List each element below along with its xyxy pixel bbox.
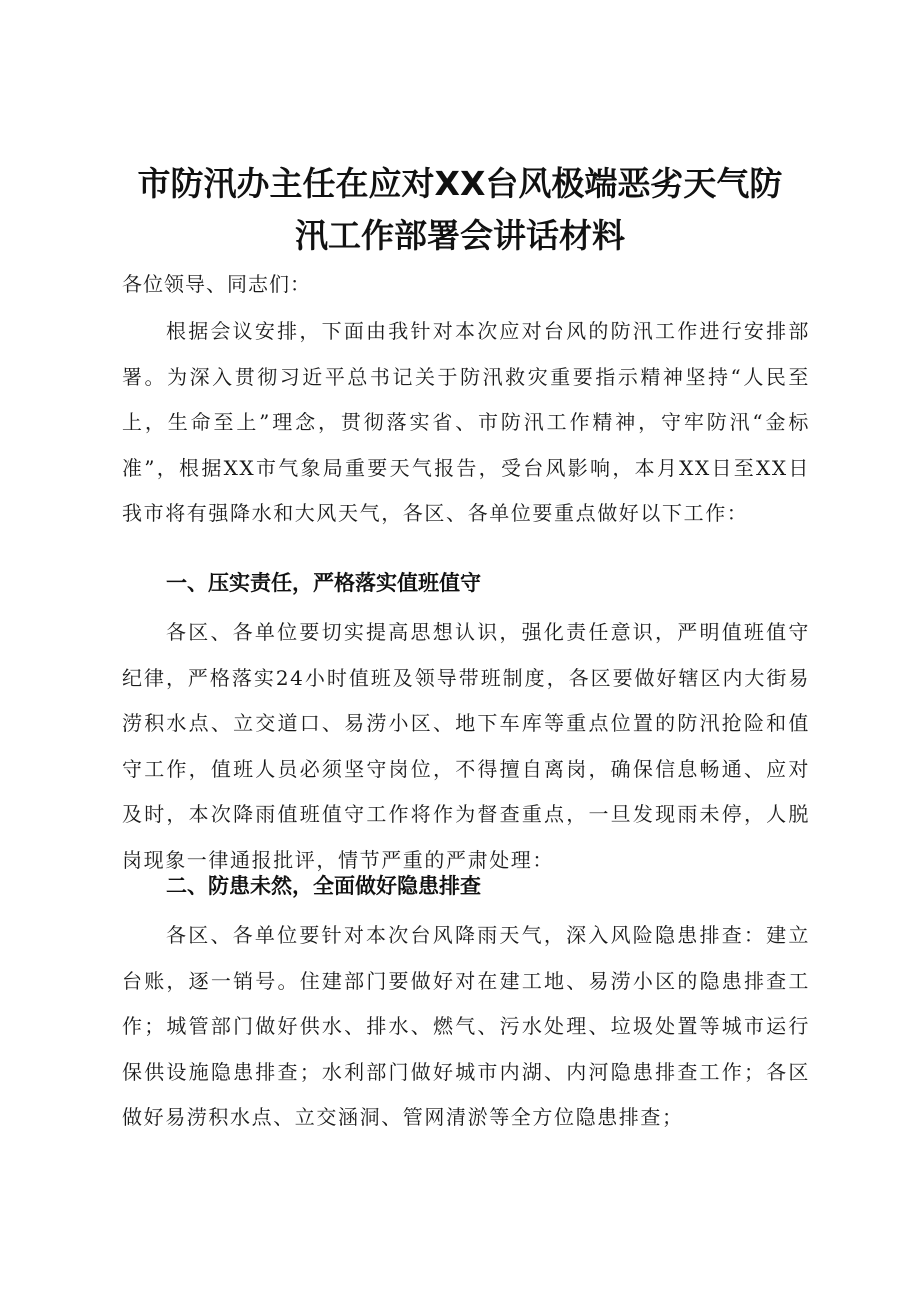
section-heading-1: 一、压实责任，严格落实值班值守	[166, 571, 481, 595]
section-body-1: 各区、各单位要切实提高思想认识，强化责任意识，严明值班值守纪律，严格落实24小时值班及领导带班制度，各区要做好辖区内大街易涝积水点、立交道口、易涝小区、地下车库等重点位置的防汛抢险和值守工作，值班人员必须坚守岗位，不得擅自离岗，确保信息畅通、应对及时，本次降雨值班值守工作将作为督查重点，一旦发现雨未停，人脱岗现象一律通报批评，情节严重的严肃处理：	[122, 620, 810, 872]
intro-paragraph: 根据会议安排，下面由我针对本次应对台风的防汛工作进行安排部署。为深入贯彻习近平总书记关于防汛救灾重要指示精神坚持“人民至上，生命至上”理念，贯彻落实省、市防汛工作精神，守牢防汛“金标准”，根据XX市气象局重要天气报告，受台风影响，本月XX日至XX日我市将有强降水和大风天气，各区、各单位要重点做好以下工作：	[122, 319, 810, 525]
greeting: 各位领导、同志们：	[122, 272, 311, 296]
section-heading-2: 二、防患未然，全面做好隐患排查	[166, 874, 481, 898]
document-title-line-2: 汛工作部署会讲话材料	[295, 216, 625, 255]
section-body-2: 各区、各单位要针对本次台风降雨天气，深入风险隐患排查：建立台账，逐一销号。住建部门要做好对在建工地、易涝小区的隐患排查工作；城管部门做好供水、排水、燃气、污水处理、垃圾处置等城市运行保供设施隐患排查；水利部门做好城市内湖、内河隐患排查工作；各区做好易涝积水点、立交涵洞、管网清淤等全方位隐患排查；	[122, 923, 810, 1129]
document-title-line-1: 市防汛办主任在应对XX台风极端恶劣天气防	[137, 164, 783, 203]
